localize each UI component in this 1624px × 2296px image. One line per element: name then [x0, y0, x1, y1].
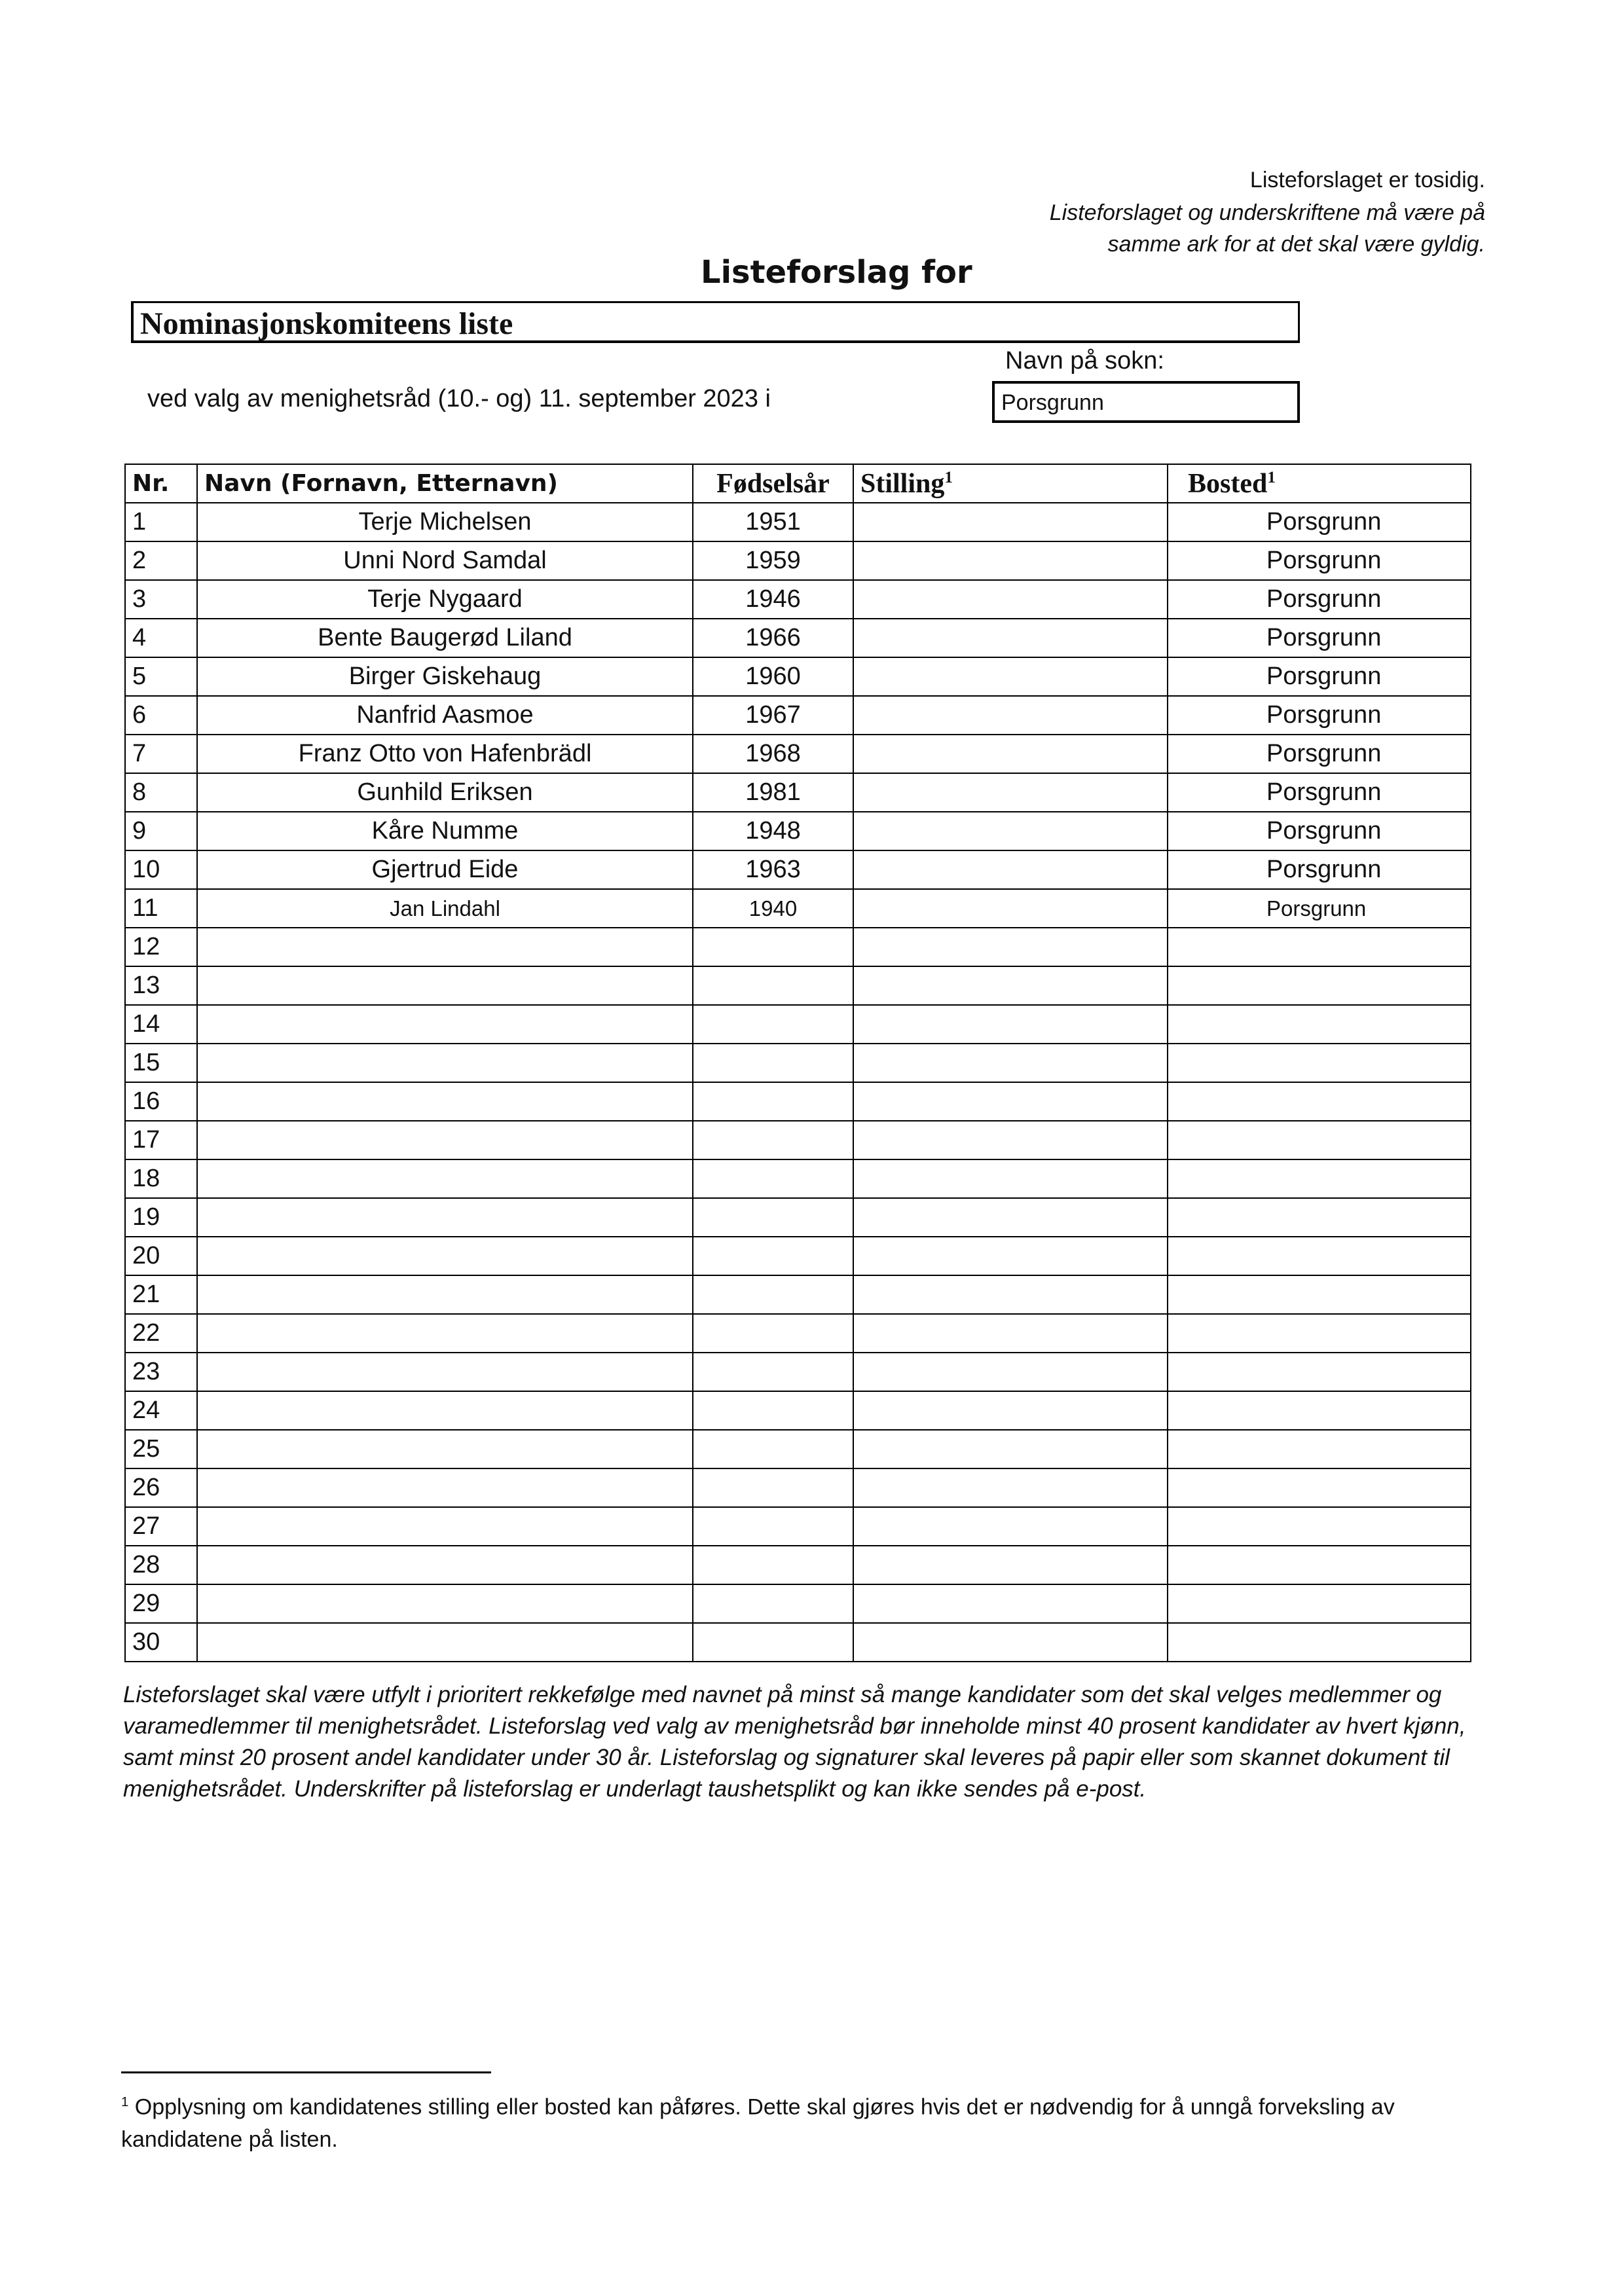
row-number: 30 — [125, 1623, 197, 1662]
candidate-name-cell[interactable] — [197, 1353, 693, 1391]
row-number: 5 — [125, 657, 197, 696]
bosted-cell[interactable] — [1168, 1198, 1471, 1237]
stilling-cell[interactable] — [853, 1584, 1168, 1623]
bosted-cell[interactable] — [1168, 1237, 1471, 1275]
birth-year-cell[interactable] — [693, 1005, 853, 1044]
candidate-name-cell[interactable] — [197, 1198, 693, 1237]
birth-year-cell[interactable] — [693, 1314, 853, 1353]
row-number: 18 — [125, 1159, 197, 1198]
candidate-name-cell[interactable] — [197, 1005, 693, 1044]
row-number: 8 — [125, 773, 197, 812]
row-number: 4 — [125, 619, 197, 657]
stilling-cell[interactable] — [853, 1159, 1168, 1198]
bosted-cell[interactable] — [1168, 1468, 1471, 1507]
row-number: 20 — [125, 1237, 197, 1275]
table-row — [125, 1391, 1471, 1430]
col-header-stilling — [853, 464, 1168, 503]
bosted-cell[interactable] — [1168, 966, 1471, 1005]
sokn-value: Porsgrunn — [1001, 390, 1104, 415]
bosted-label: Bosted — [1188, 468, 1268, 499]
row-number: 26 — [125, 1468, 197, 1507]
candidate-name-cell[interactable]: Franz Otto von Hafenbrädl — [197, 735, 693, 773]
table-row — [125, 1082, 1471, 1121]
birth-year-cell[interactable] — [693, 1507, 853, 1546]
row-number: 29 — [125, 1584, 197, 1623]
row-number: 9 — [125, 812, 197, 850]
candidate-name-cell[interactable]: Gjertrud Eide — [197, 850, 693, 889]
candidate-name-cell[interactable] — [197, 1314, 693, 1353]
table-row — [125, 928, 1471, 966]
table-row — [125, 1044, 1471, 1082]
birth-year-cell[interactable]: 1968 — [693, 735, 853, 773]
sokn-label: Navn på sokn: — [1005, 347, 1164, 374]
candidate-name-cell[interactable] — [197, 1584, 693, 1623]
footnote-number: 1 — [121, 2095, 129, 2109]
stilling-cell[interactable] — [853, 1430, 1168, 1468]
candidate-name-cell[interactable]: Birger Giskehaug — [197, 657, 693, 696]
table-row — [125, 1430, 1471, 1468]
birth-year-cell[interactable]: 1963 — [693, 850, 853, 889]
bosted-cell[interactable] — [1168, 1314, 1471, 1353]
row-number: 16 — [125, 1082, 197, 1121]
bosted-cell[interactable]: Porsgrunn — [1168, 812, 1471, 850]
col-header-birthyear: Fødselsår — [693, 464, 853, 503]
stilling-cell[interactable] — [853, 1353, 1168, 1391]
row-number: 15 — [125, 1044, 197, 1082]
bosted-cell[interactable] — [1168, 928, 1471, 966]
bosted-cell[interactable] — [1168, 1159, 1471, 1198]
col-header-bosted — [1168, 464, 1471, 503]
row-number: 27 — [125, 1507, 197, 1546]
row-number: 12 — [125, 928, 197, 966]
stilling-cell[interactable] — [853, 1623, 1168, 1662]
candidate-name-cell[interactable] — [197, 1237, 693, 1275]
candidate-name-cell[interactable]: Terje Nygaard — [197, 580, 693, 619]
bosted-cell[interactable] — [1168, 1005, 1471, 1044]
sokn-field[interactable] — [992, 381, 1300, 423]
bosted-cell[interactable] — [1168, 1391, 1471, 1430]
table-row — [125, 1546, 1471, 1584]
birth-year-cell[interactable] — [693, 1237, 853, 1275]
row-number: 10 — [125, 850, 197, 889]
footnote — [121, 2086, 1483, 2156]
bosted-cell[interactable] — [1168, 1584, 1471, 1623]
col-header-name: Navn (Fornavn, Etternavn) — [197, 464, 693, 503]
note-two-sided: Listeforslaget er tosidig. — [1249, 168, 1485, 192]
stilling-cell[interactable] — [853, 1237, 1168, 1275]
note-same-sheet-line1: Listeforslaget og underskriftene må være på — [1049, 200, 1485, 225]
candidate-name-cell[interactable]: Unni Nord Samdal — [197, 541, 693, 580]
bosted-cell[interactable]: Porsgrunn — [1168, 619, 1471, 657]
bosted-cell[interactable]: Porsgrunn — [1168, 735, 1471, 773]
candidate-table — [124, 464, 1471, 1662]
candidate-name-cell[interactable] — [197, 1507, 693, 1546]
table-row — [125, 1275, 1471, 1314]
stilling-cell[interactable] — [853, 1391, 1168, 1430]
stilling-cell[interactable] — [853, 928, 1168, 966]
candidate-name-cell[interactable] — [197, 1623, 693, 1662]
bosted-cell[interactable]: Porsgrunn — [1168, 696, 1471, 735]
birth-year-cell[interactable] — [693, 928, 853, 966]
table-row — [125, 1314, 1471, 1353]
table-row — [125, 1507, 1471, 1546]
birth-year-cell[interactable]: 1948 — [693, 812, 853, 850]
birth-year-cell[interactable]: 1960 — [693, 657, 853, 696]
stilling-cell[interactable] — [853, 889, 1168, 928]
candidate-name-cell[interactable]: Jan Lindahl — [197, 889, 693, 928]
stilling-cell[interactable] — [853, 966, 1168, 1005]
birth-year-cell[interactable]: 1966 — [693, 619, 853, 657]
stilling-cell[interactable] — [853, 580, 1168, 619]
birth-year-cell[interactable] — [693, 1353, 853, 1391]
table-row — [125, 580, 1471, 619]
table-header-row — [125, 464, 1471, 503]
row-number: 25 — [125, 1430, 197, 1468]
candidate-name-cell[interactable] — [197, 1468, 693, 1507]
table-row — [125, 1121, 1471, 1159]
candidate-name-cell[interactable] — [197, 928, 693, 966]
birth-year-cell[interactable] — [693, 1584, 853, 1623]
table-row — [125, 696, 1471, 735]
candidate-name-cell[interactable]: Nanfrid Aasmoe — [197, 696, 693, 735]
bosted-cell[interactable]: Porsgrunn — [1168, 657, 1471, 696]
stilling-cell[interactable] — [853, 1546, 1168, 1584]
birth-year-cell[interactable]: 1940 — [693, 889, 853, 928]
table-row — [125, 1623, 1471, 1662]
table-row — [125, 735, 1471, 773]
row-number: 11 — [125, 889, 197, 928]
bosted-cell[interactable]: Porsgrunn — [1168, 541, 1471, 580]
birth-year-cell[interactable] — [693, 1623, 853, 1662]
row-number: 2 — [125, 541, 197, 580]
stilling-cell[interactable] — [853, 1044, 1168, 1082]
birth-year-cell[interactable] — [693, 1121, 853, 1159]
stilling-cell[interactable] — [853, 1005, 1168, 1044]
candidate-name-cell[interactable]: Bente Baugerød Liland — [197, 619, 693, 657]
stilling-cell[interactable] — [853, 773, 1168, 812]
candidate-name-cell[interactable]: Gunhild Eriksen — [197, 773, 693, 812]
stilling-cell[interactable] — [853, 735, 1168, 773]
table-row — [125, 889, 1471, 928]
candidate-name-cell[interactable]: Terje Michelsen — [197, 503, 693, 541]
candidate-name-cell[interactable] — [197, 1159, 693, 1198]
election-intro: ved valg av menighetsråd (10.- og) 11. september 2023 i — [147, 385, 771, 412]
note-same-sheet-line2: samme ark for at det skal være gyldig. — [1107, 232, 1485, 257]
candidate-name-cell[interactable] — [197, 1275, 693, 1314]
stilling-cell[interactable] — [853, 657, 1168, 696]
list-name-value: Nominasjonskomiteens liste — [140, 306, 513, 341]
row-number: 7 — [125, 735, 197, 773]
table-row — [125, 1237, 1471, 1275]
table-row — [125, 850, 1471, 889]
birth-year-cell[interactable] — [693, 1391, 853, 1430]
stilling-cell[interactable] — [853, 1275, 1168, 1314]
birth-year-cell[interactable]: 1981 — [693, 773, 853, 812]
bosted-cell[interactable]: Porsgrunn — [1168, 580, 1471, 619]
row-number: 13 — [125, 966, 197, 1005]
table-row — [125, 503, 1471, 541]
bosted-cell[interactable] — [1168, 1082, 1471, 1121]
row-number: 14 — [125, 1005, 197, 1044]
footnote-divider — [121, 2071, 491, 2073]
bosted-cell[interactable] — [1168, 1546, 1471, 1584]
row-number: 3 — [125, 580, 197, 619]
row-number: 1 — [125, 503, 197, 541]
bosted-cell[interactable]: Porsgrunn — [1168, 889, 1471, 928]
bosted-cell[interactable]: Porsgrunn — [1168, 503, 1471, 541]
birth-year-cell[interactable]: 1959 — [693, 541, 853, 580]
row-number: 23 — [125, 1353, 197, 1391]
stilling-cell[interactable] — [853, 1314, 1168, 1353]
birth-year-cell[interactable] — [693, 1468, 853, 1507]
row-number: 22 — [125, 1314, 197, 1353]
footnote-text: Opplysning om kandidatenes stilling eller bosted kan påføres. Dette skal gjøres hvis det er nødvendig for å unngå forveksling av kandidatene på listen. — [121, 2094, 1395, 2153]
bosted-cell[interactable] — [1168, 1353, 1471, 1391]
table-row — [125, 657, 1471, 696]
table-row — [125, 1468, 1471, 1507]
birth-year-cell[interactable] — [693, 1044, 853, 1082]
stilling-cell[interactable] — [853, 1121, 1168, 1159]
candidate-name-cell[interactable] — [197, 1121, 693, 1159]
table-row — [125, 619, 1471, 657]
candidate-name-cell[interactable] — [197, 1546, 693, 1584]
bosted-cell[interactable] — [1168, 1275, 1471, 1314]
table-row — [125, 1005, 1471, 1044]
row-number: 6 — [125, 696, 197, 735]
stilling-cell[interactable] — [853, 503, 1168, 541]
birth-year-cell[interactable] — [693, 1546, 853, 1584]
birth-year-cell[interactable]: 1946 — [693, 580, 853, 619]
stilling-cell[interactable] — [853, 696, 1168, 735]
footnote-mark: 1 — [1267, 468, 1276, 486]
list-name-field[interactable] — [131, 301, 1300, 343]
stilling-cell[interactable] — [853, 1082, 1168, 1121]
footnote-mark: 1 — [944, 468, 953, 486]
candidate-name-cell[interactable] — [197, 1044, 693, 1082]
bosted-cell[interactable]: Porsgrunn — [1168, 850, 1471, 889]
stilling-cell[interactable] — [853, 619, 1168, 657]
birth-year-cell[interactable] — [693, 1198, 853, 1237]
bosted-cell[interactable]: Porsgrunn — [1168, 773, 1471, 812]
birth-year-cell[interactable] — [693, 1159, 853, 1198]
candidate-name-cell[interactable] — [197, 1430, 693, 1468]
candidate-name-cell[interactable]: Kåre Numme — [197, 812, 693, 850]
table-row — [125, 1159, 1471, 1198]
table-row — [125, 812, 1471, 850]
page-title: Listeforslag for — [701, 254, 972, 291]
row-number: 21 — [125, 1275, 197, 1314]
birth-year-cell[interactable]: 1967 — [693, 696, 853, 735]
bosted-cell[interactable] — [1168, 1430, 1471, 1468]
stilling-label: Stilling — [860, 468, 945, 499]
row-number: 28 — [125, 1546, 197, 1584]
table-row — [125, 1353, 1471, 1391]
birth-year-cell[interactable] — [693, 1275, 853, 1314]
candidate-name-cell[interactable] — [197, 1391, 693, 1430]
stilling-cell[interactable] — [853, 1198, 1168, 1237]
birth-year-cell[interactable]: 1951 — [693, 503, 853, 541]
instructions-text: Listeforslaget skal være utfylt i prioritert rekkefølge med navnet på minst så mange kandidater som det skal velges medlemmer og varamedlemmer til menighetsrådet. Listeforslag ved valg av menighetsråd bør inneholde minst 40 prosent kandidater av hvert kjønn, samt minst 20 prosent andel kandidater under 30 år. Listeforslag og signaturer skal leveres på papir eller som skannet dokument til menighetsrådet. Underskrifter på listeforslag er underlagt taushetsplikt og kan ikke sendes på e-post. — [123, 1682, 1466, 1802]
birth-year-cell[interactable] — [693, 1430, 853, 1468]
row-number: 17 — [125, 1121, 197, 1159]
bosted-cell[interactable] — [1168, 1044, 1471, 1082]
row-number: 19 — [125, 1198, 197, 1237]
col-header-nr: Nr. — [125, 464, 197, 503]
stilling-cell[interactable] — [853, 812, 1168, 850]
candidate-name-cell[interactable] — [197, 966, 693, 1005]
row-number: 24 — [125, 1391, 197, 1430]
table-row — [125, 541, 1471, 580]
birth-year-cell[interactable] — [693, 966, 853, 1005]
table-row — [125, 1584, 1471, 1623]
birth-year-cell[interactable] — [693, 1082, 853, 1121]
table-row — [125, 966, 1471, 1005]
stilling-cell[interactable] — [853, 850, 1168, 889]
stilling-cell[interactable] — [853, 1468, 1168, 1507]
stilling-cell[interactable] — [853, 541, 1168, 580]
table-row — [125, 773, 1471, 812]
bosted-cell[interactable] — [1168, 1121, 1471, 1159]
stilling-cell[interactable] — [853, 1507, 1168, 1546]
table-row — [125, 1198, 1471, 1237]
candidate-name-cell[interactable] — [197, 1082, 693, 1121]
bosted-cell[interactable] — [1168, 1507, 1471, 1546]
bosted-cell[interactable] — [1168, 1623, 1471, 1662]
